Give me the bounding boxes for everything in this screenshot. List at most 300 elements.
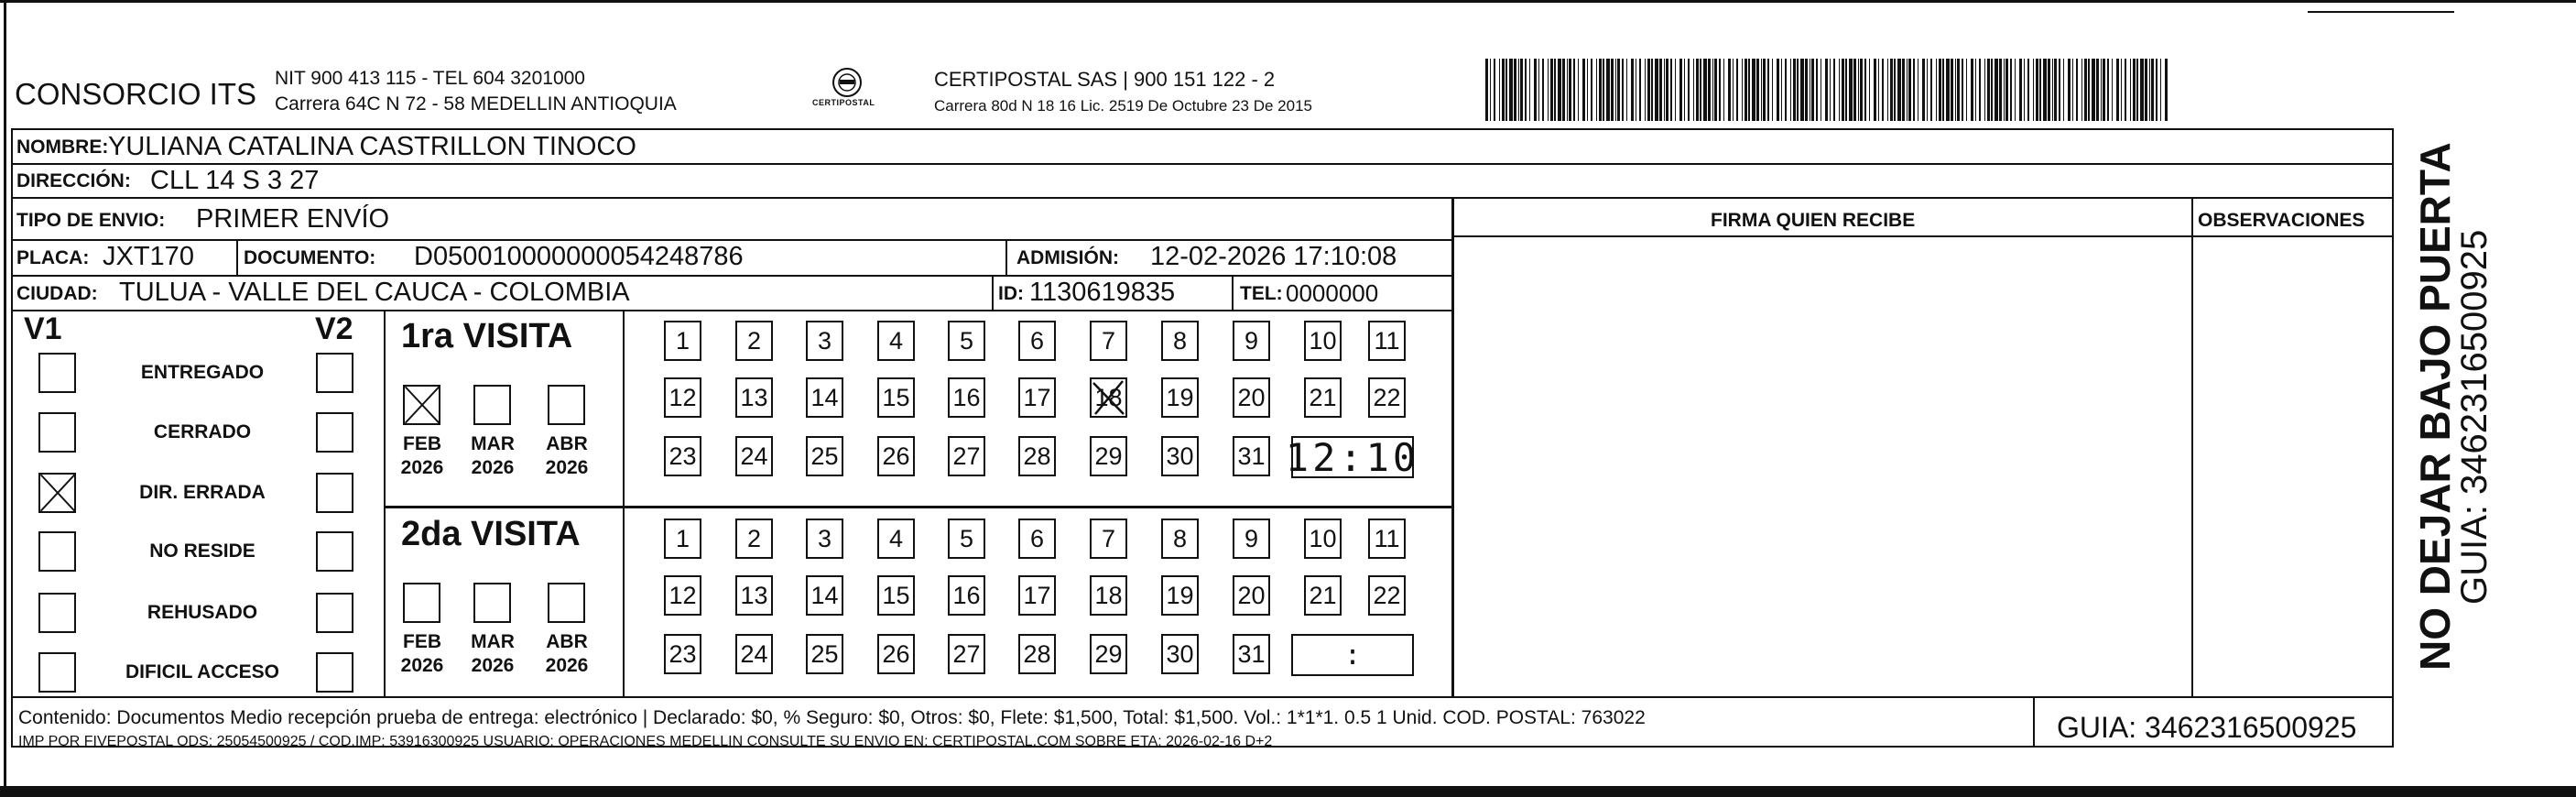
barcode-bar xyxy=(1772,59,1773,121)
barcode-bar xyxy=(1659,59,1662,121)
day-box[interactable] xyxy=(1161,634,1199,674)
barcode-bar xyxy=(1645,59,1646,121)
v2-checkbox[interactable] xyxy=(316,473,353,513)
day-number: 15 xyxy=(882,383,910,411)
barcode-bar xyxy=(1800,59,1804,121)
barcode-bar xyxy=(1514,59,1516,121)
month-year: 2026 xyxy=(471,457,515,478)
month-year: 2026 xyxy=(400,655,444,676)
barcode-bar xyxy=(1596,59,1597,121)
barcode-bar xyxy=(1550,59,1553,121)
v2-checkbox[interactable] xyxy=(316,353,353,393)
barcode-bar xyxy=(1518,59,1519,121)
logo-text: CERTIPOSTAL xyxy=(812,98,875,107)
day-box[interactable] xyxy=(1304,321,1342,361)
certipostal-logo xyxy=(810,64,884,117)
barcode-bar xyxy=(2033,59,2034,121)
day-box[interactable] xyxy=(1233,575,1270,616)
month-name: FEB xyxy=(403,433,441,454)
barcode-bar xyxy=(2092,59,2095,121)
barcode-bar xyxy=(2125,59,2126,121)
day-number: 23 xyxy=(668,639,697,668)
admision-divider xyxy=(1005,239,1007,275)
day-number: 11 xyxy=(1374,326,1400,355)
day-number: 16 xyxy=(952,581,981,609)
status-option-label: REHUSADO xyxy=(147,602,258,623)
v2-checkbox[interactable] xyxy=(316,531,353,572)
barcode-bar xyxy=(1647,59,1650,121)
day-number: 24 xyxy=(740,442,768,470)
day-box[interactable] xyxy=(1368,519,1406,559)
barcode-bar xyxy=(1752,59,1755,121)
barcode-bar xyxy=(1675,59,1676,121)
footer-impresion: IMP POR FIVEPOSTAL ODS: 25054500925 / COD.IMP: 53916300925 USUARIO: OPERACIONES MEDELLIN CONSULTE SU ENVIO EN: CERTIPOSTAL.COM SOBRE ETA: 2026-02-16 D+2 xyxy=(18,734,1273,749)
barcode-bar xyxy=(1955,59,1956,121)
barcode-bar xyxy=(1907,59,1908,121)
day-number: 26 xyxy=(882,639,910,668)
barcode-bar xyxy=(1858,59,1859,121)
row-line-3 xyxy=(11,239,1453,241)
month-checkbox[interactable] xyxy=(473,385,511,425)
day-box[interactable] xyxy=(948,519,985,559)
day-number: 14 xyxy=(810,383,839,411)
day-box[interactable] xyxy=(1090,634,1127,674)
barcode-bar xyxy=(1816,59,1818,121)
visit-title: 1ra VISITA xyxy=(401,317,573,355)
barcode-bar xyxy=(1781,59,1782,121)
barcode-bar xyxy=(1534,59,1537,121)
month-checkbox[interactable] xyxy=(403,583,440,623)
nombre-value: YULIANA CATALINA CASTRILLON TINOCO xyxy=(108,132,636,161)
tel-divider xyxy=(1232,275,1234,310)
v2-checkbox[interactable] xyxy=(316,652,353,693)
barcode-bar xyxy=(1742,59,1743,121)
day-box[interactable] xyxy=(806,519,843,559)
barcode-bar xyxy=(1664,59,1665,121)
barcode-bar xyxy=(1505,59,1507,121)
day-box[interactable] xyxy=(806,377,843,418)
barcode-bar xyxy=(1655,59,1658,121)
carrier-address: Carrera 80d N 18 16 Lic. 2519 De Octubre 23 De 2015 xyxy=(934,97,1312,115)
v2-checkbox[interactable] xyxy=(316,593,353,633)
day-number: 6 xyxy=(1029,524,1045,552)
day-number: 22 xyxy=(1373,383,1401,411)
month-name: FEB xyxy=(403,631,441,652)
day-number: 20 xyxy=(1237,383,1266,411)
barcode-bar xyxy=(1833,59,1835,121)
month-label xyxy=(390,432,454,480)
day-box[interactable] xyxy=(1161,519,1199,559)
barcode-bar xyxy=(1485,59,1488,121)
barcode-bar xyxy=(2121,59,2122,121)
barcode-bar xyxy=(1714,59,1717,121)
day-box[interactable] xyxy=(1304,519,1342,559)
direccion-label: DIRECCIÓN: xyxy=(16,170,131,191)
day-box[interactable] xyxy=(806,321,843,361)
day-box[interactable] xyxy=(1233,519,1270,559)
barcode-bar xyxy=(2103,59,2105,121)
day-box[interactable] xyxy=(664,436,701,476)
visit-time-value: : xyxy=(1343,639,1362,671)
barcode-bar xyxy=(1622,59,1624,121)
month-year: 2026 xyxy=(545,457,589,478)
barcode-bar xyxy=(1994,59,1998,121)
day-box[interactable] xyxy=(1018,321,1056,361)
status-option-label: CERRADO xyxy=(153,421,252,442)
month-checkbox[interactable] xyxy=(473,583,511,623)
barcode-bar xyxy=(1611,59,1614,121)
day-box[interactable] xyxy=(1233,377,1270,418)
day-number: 19 xyxy=(1166,383,1194,411)
v1-checkbox[interactable] xyxy=(38,652,76,693)
visit-divider xyxy=(384,506,1453,508)
barcode-bar xyxy=(1529,59,1530,121)
barcode-bar xyxy=(2145,59,2147,121)
barcode-bar xyxy=(1626,59,1627,121)
day-box[interactable] xyxy=(1233,321,1270,361)
observaciones-label: OBSERVACIONES xyxy=(2198,210,2365,231)
barcode-bar xyxy=(1494,59,1495,121)
barcode-bar xyxy=(1811,59,1814,121)
day-box[interactable] xyxy=(806,575,843,616)
barcode-bar xyxy=(1603,59,1604,121)
day-box[interactable] xyxy=(735,436,773,476)
day-box[interactable] xyxy=(1018,519,1056,559)
firma-label: FIRMA QUIEN RECIBE xyxy=(1711,210,1916,231)
day-number: 20 xyxy=(1237,581,1266,609)
day-box[interactable] xyxy=(948,321,985,361)
carrier-name: CERTIPOSTAL SAS | 900 151 122 - 2 xyxy=(934,68,1276,91)
barcode-bar xyxy=(1525,59,1527,121)
barcode-bar xyxy=(2048,59,2050,121)
month-year: 2026 xyxy=(400,457,444,478)
barcode-bar xyxy=(1805,59,1808,121)
day-box[interactable] xyxy=(877,634,915,674)
barcode-bar xyxy=(1748,59,1750,121)
barcode-bar xyxy=(1591,59,1592,121)
day-box[interactable] xyxy=(948,575,985,616)
day-box[interactable] xyxy=(1161,575,1199,616)
barcode-bar xyxy=(1777,59,1779,121)
day-box[interactable] xyxy=(1090,575,1127,616)
month-label xyxy=(390,630,454,678)
day-box[interactable] xyxy=(1368,575,1406,616)
barcode-bar xyxy=(1712,59,1713,121)
day-number: 11 xyxy=(1374,524,1400,552)
barcode-bar xyxy=(1853,59,1856,121)
barcode-bar xyxy=(2010,59,2012,121)
day-box[interactable] xyxy=(948,436,985,476)
day-box[interactable] xyxy=(1161,436,1199,476)
ciudad-value: TULUA - VALLE DEL CAUCA - COLOMBIA xyxy=(119,278,630,307)
day-number: 30 xyxy=(1166,442,1194,470)
day-box[interactable] xyxy=(1090,321,1127,361)
barcode-bar xyxy=(2096,59,2099,121)
barcode-bar xyxy=(1908,59,1911,121)
day-number: 6 xyxy=(1029,326,1045,355)
day-number: 28 xyxy=(1023,442,1051,470)
day-number: 2 xyxy=(746,524,762,552)
barcode-bar xyxy=(1878,59,1879,121)
day-box[interactable] xyxy=(1304,575,1342,616)
day-box[interactable] xyxy=(1368,321,1406,361)
barcode-bar xyxy=(1684,59,1685,121)
day-number: 4 xyxy=(888,326,904,355)
visit-time-box[interactable] xyxy=(1285,434,1420,480)
day-box[interactable] xyxy=(1090,519,1127,559)
day-number: 9 xyxy=(1244,524,1259,552)
day-box[interactable] xyxy=(735,575,773,616)
status-option-label: DIFICIL ACCESO xyxy=(125,661,279,682)
barcode-bar xyxy=(2151,59,2154,121)
barcode-bar xyxy=(1520,59,1523,121)
company-address: Carrera 64C N 72 - 58 MEDELLIN ANTIOQUIA xyxy=(275,93,677,115)
day-number: 17 xyxy=(1023,383,1051,411)
company-nit: NIT 900 413 115 - TEL 604 3201000 xyxy=(275,68,585,89)
company-name: CONSORCIO ITS xyxy=(15,77,257,111)
barcode-bar xyxy=(1708,59,1711,121)
day-number: 8 xyxy=(1172,524,1188,552)
barcode-bar xyxy=(1599,59,1602,121)
observaciones-left-line xyxy=(2191,197,2193,696)
visit-title: 2da VISITA xyxy=(401,515,581,553)
tipo-envio-value: PRIMER ENVÍO xyxy=(196,204,390,234)
day-number: 16 xyxy=(952,383,981,411)
v1-checkbox[interactable] xyxy=(38,412,76,453)
visit-time-box[interactable] xyxy=(1291,634,1414,676)
day-box[interactable] xyxy=(806,634,843,674)
barcode xyxy=(1485,59,2172,121)
v1-checkbox[interactable] xyxy=(38,353,76,393)
barcode-bar xyxy=(2130,59,2131,121)
day-box[interactable] xyxy=(664,575,701,616)
barcode-bar xyxy=(2107,59,2109,121)
day-number: 8 xyxy=(1172,326,1188,355)
signature-left-line xyxy=(1451,197,1454,696)
month-name: MAR xyxy=(471,631,515,652)
tel-label: TEL: xyxy=(1240,283,1283,304)
day-number: 27 xyxy=(952,639,981,668)
v1-checkbox[interactable] xyxy=(38,593,76,633)
barcode-bar xyxy=(1975,59,1976,121)
barcode-bar xyxy=(1793,59,1796,121)
barcode-bar xyxy=(1979,59,1981,121)
barcode-bar xyxy=(1558,59,1561,121)
barcode-bar xyxy=(2140,59,2144,121)
day-box[interactable] xyxy=(877,377,915,418)
barcode-bar xyxy=(1951,59,1953,121)
day-box[interactable] xyxy=(1233,436,1270,476)
barcode-bar xyxy=(2015,59,2016,121)
month-label xyxy=(461,630,525,678)
v1-checkbox[interactable] xyxy=(38,473,76,513)
barcode-bar xyxy=(1606,59,1610,121)
month-checkbox[interactable] xyxy=(548,583,585,623)
signature-header-line xyxy=(1453,235,2394,237)
status-option-label: ENTREGADO xyxy=(140,362,265,383)
barcode-bar xyxy=(1745,59,1747,121)
barcode-bar xyxy=(1845,59,1847,121)
day-number: 19 xyxy=(1166,581,1194,609)
barcode-bar xyxy=(1562,59,1565,121)
month-divider xyxy=(623,310,625,696)
barcode-bar xyxy=(1631,59,1634,121)
barcode-bar xyxy=(1790,59,1791,121)
left-edge-line xyxy=(4,0,6,788)
barcode-bar xyxy=(2116,59,2119,121)
barcode-bar xyxy=(1971,59,1973,121)
day-number: 18 xyxy=(1094,383,1123,411)
footer-guia-divider xyxy=(2033,698,2035,748)
day-number: 1 xyxy=(675,326,690,355)
day-number: 5 xyxy=(959,524,974,552)
barcode-bar xyxy=(2005,59,2008,121)
barcode-bar xyxy=(1942,59,1944,121)
barcode-bar xyxy=(1696,59,1699,121)
barcode-bar xyxy=(1554,59,1556,121)
row-line-2 xyxy=(11,197,2394,199)
day-box[interactable] xyxy=(877,321,915,361)
barcode-bar xyxy=(1887,59,1888,121)
day-number: 30 xyxy=(1166,639,1194,668)
barcode-bar xyxy=(2165,59,2168,121)
documento-value: D050010000000054248786 xyxy=(414,242,744,271)
id-label: ID: xyxy=(998,283,1024,304)
bottom-edge-band xyxy=(0,786,2576,797)
barcode-bar xyxy=(1617,59,1620,121)
barcode-bar xyxy=(1839,59,1840,121)
barcode-bar xyxy=(1890,59,1893,121)
day-number: 31 xyxy=(1237,639,1266,668)
barcode-bar xyxy=(1542,59,1544,121)
barcode-bar xyxy=(2019,59,2022,121)
day-box[interactable] xyxy=(1233,634,1270,674)
barcode-bar xyxy=(1962,59,1963,121)
day-number: 21 xyxy=(1309,581,1337,609)
barcode-bar xyxy=(1913,59,1915,121)
month-checkbox[interactable] xyxy=(548,385,585,425)
day-box[interactable] xyxy=(735,321,773,361)
day-box[interactable] xyxy=(735,634,773,674)
day-box[interactable] xyxy=(1161,321,1199,361)
barcode-bar xyxy=(1693,59,1694,121)
barcode-bar xyxy=(1922,59,1925,121)
row-line-5 xyxy=(11,310,1453,311)
barcode-bar xyxy=(2052,59,2053,121)
barcode-bar xyxy=(2072,59,2073,121)
day-box[interactable] xyxy=(1304,377,1342,418)
status-option-label: NO RESIDE xyxy=(149,540,255,562)
top-right-stub xyxy=(2308,11,2454,13)
day-box[interactable] xyxy=(1018,634,1056,674)
day-box[interactable] xyxy=(735,519,773,559)
barcode-bar xyxy=(2160,59,2161,121)
day-number: 29 xyxy=(1094,639,1123,668)
barcode-bar xyxy=(1797,59,1799,121)
day-box[interactable] xyxy=(806,436,843,476)
day-number: 21 xyxy=(1309,383,1337,411)
barcode-bar xyxy=(1763,59,1766,121)
day-box[interactable] xyxy=(1161,377,1199,418)
barcode-bar xyxy=(2054,59,2057,121)
day-number: 12 xyxy=(668,581,697,609)
v1-checkbox[interactable] xyxy=(38,531,76,572)
day-number: 27 xyxy=(952,442,981,470)
month-checkbox[interactable] xyxy=(403,385,440,425)
barcode-bar xyxy=(1987,59,1990,121)
admision-value: 12-02-2026 17:10:08 xyxy=(1150,242,1397,271)
visit-time-value: 12:10 xyxy=(1285,434,1420,480)
day-number: 15 xyxy=(882,581,910,609)
v2-checkbox[interactable] xyxy=(316,412,353,453)
day-number: 7 xyxy=(1101,326,1116,355)
barcode-bar xyxy=(1679,59,1682,121)
day-box[interactable] xyxy=(664,634,701,674)
day-number: 17 xyxy=(1023,581,1051,609)
day-box[interactable] xyxy=(948,634,985,674)
month-name: ABR xyxy=(546,433,588,454)
barcode-bar xyxy=(1785,59,1787,121)
placa-value: JXT170 xyxy=(103,242,194,271)
day-box[interactable] xyxy=(1018,436,1056,476)
documento-label: DOCUMENTO: xyxy=(244,247,376,268)
day-box[interactable] xyxy=(1368,377,1406,418)
barcode-bar xyxy=(1719,59,1721,121)
month-label xyxy=(461,432,525,480)
barcode-bar xyxy=(1502,59,1505,121)
day-number: 3 xyxy=(817,326,832,355)
day-number: 13 xyxy=(740,581,768,609)
day-box[interactable] xyxy=(664,321,701,361)
day-number: 25 xyxy=(810,442,839,470)
day-number: 2 xyxy=(746,326,762,355)
day-box[interactable] xyxy=(1090,377,1127,418)
month-year: 2026 xyxy=(471,655,515,676)
day-number: 1 xyxy=(675,524,690,552)
v2-label: V2 xyxy=(315,311,353,346)
day-number: 4 xyxy=(888,524,904,552)
barcode-bar xyxy=(1733,59,1734,121)
day-cross-mark xyxy=(1090,377,1127,418)
day-box[interactable] xyxy=(948,377,985,418)
day-box[interactable] xyxy=(1090,436,1127,476)
day-box[interactable] xyxy=(664,377,701,418)
day-box[interactable] xyxy=(877,519,915,559)
day-box[interactable] xyxy=(877,436,915,476)
day-number: 28 xyxy=(1023,639,1051,668)
barcode-bar xyxy=(1999,59,2002,121)
barcode-bar xyxy=(1548,59,1549,121)
barcode-bar xyxy=(1874,59,1876,121)
barcode-bar xyxy=(1651,59,1653,121)
day-box[interactable] xyxy=(1018,377,1056,418)
day-number: 10 xyxy=(1309,326,1337,355)
day-box[interactable] xyxy=(664,519,701,559)
day-box[interactable] xyxy=(1018,575,1056,616)
barcode-bar xyxy=(1897,59,1901,121)
month-name: MAR xyxy=(471,433,515,454)
month-year: 2026 xyxy=(545,655,589,676)
day-number: 23 xyxy=(668,442,697,470)
side-guia: GUIA: 3462316500925 xyxy=(2454,229,2494,605)
barcode-bar xyxy=(2081,59,2082,121)
day-box[interactable] xyxy=(735,377,773,418)
barcode-bar xyxy=(1578,59,1579,121)
barcode-bar xyxy=(1882,59,1884,121)
barcode-bar xyxy=(1490,59,1491,121)
barcode-bar xyxy=(2036,59,2038,121)
day-box[interactable] xyxy=(877,575,915,616)
